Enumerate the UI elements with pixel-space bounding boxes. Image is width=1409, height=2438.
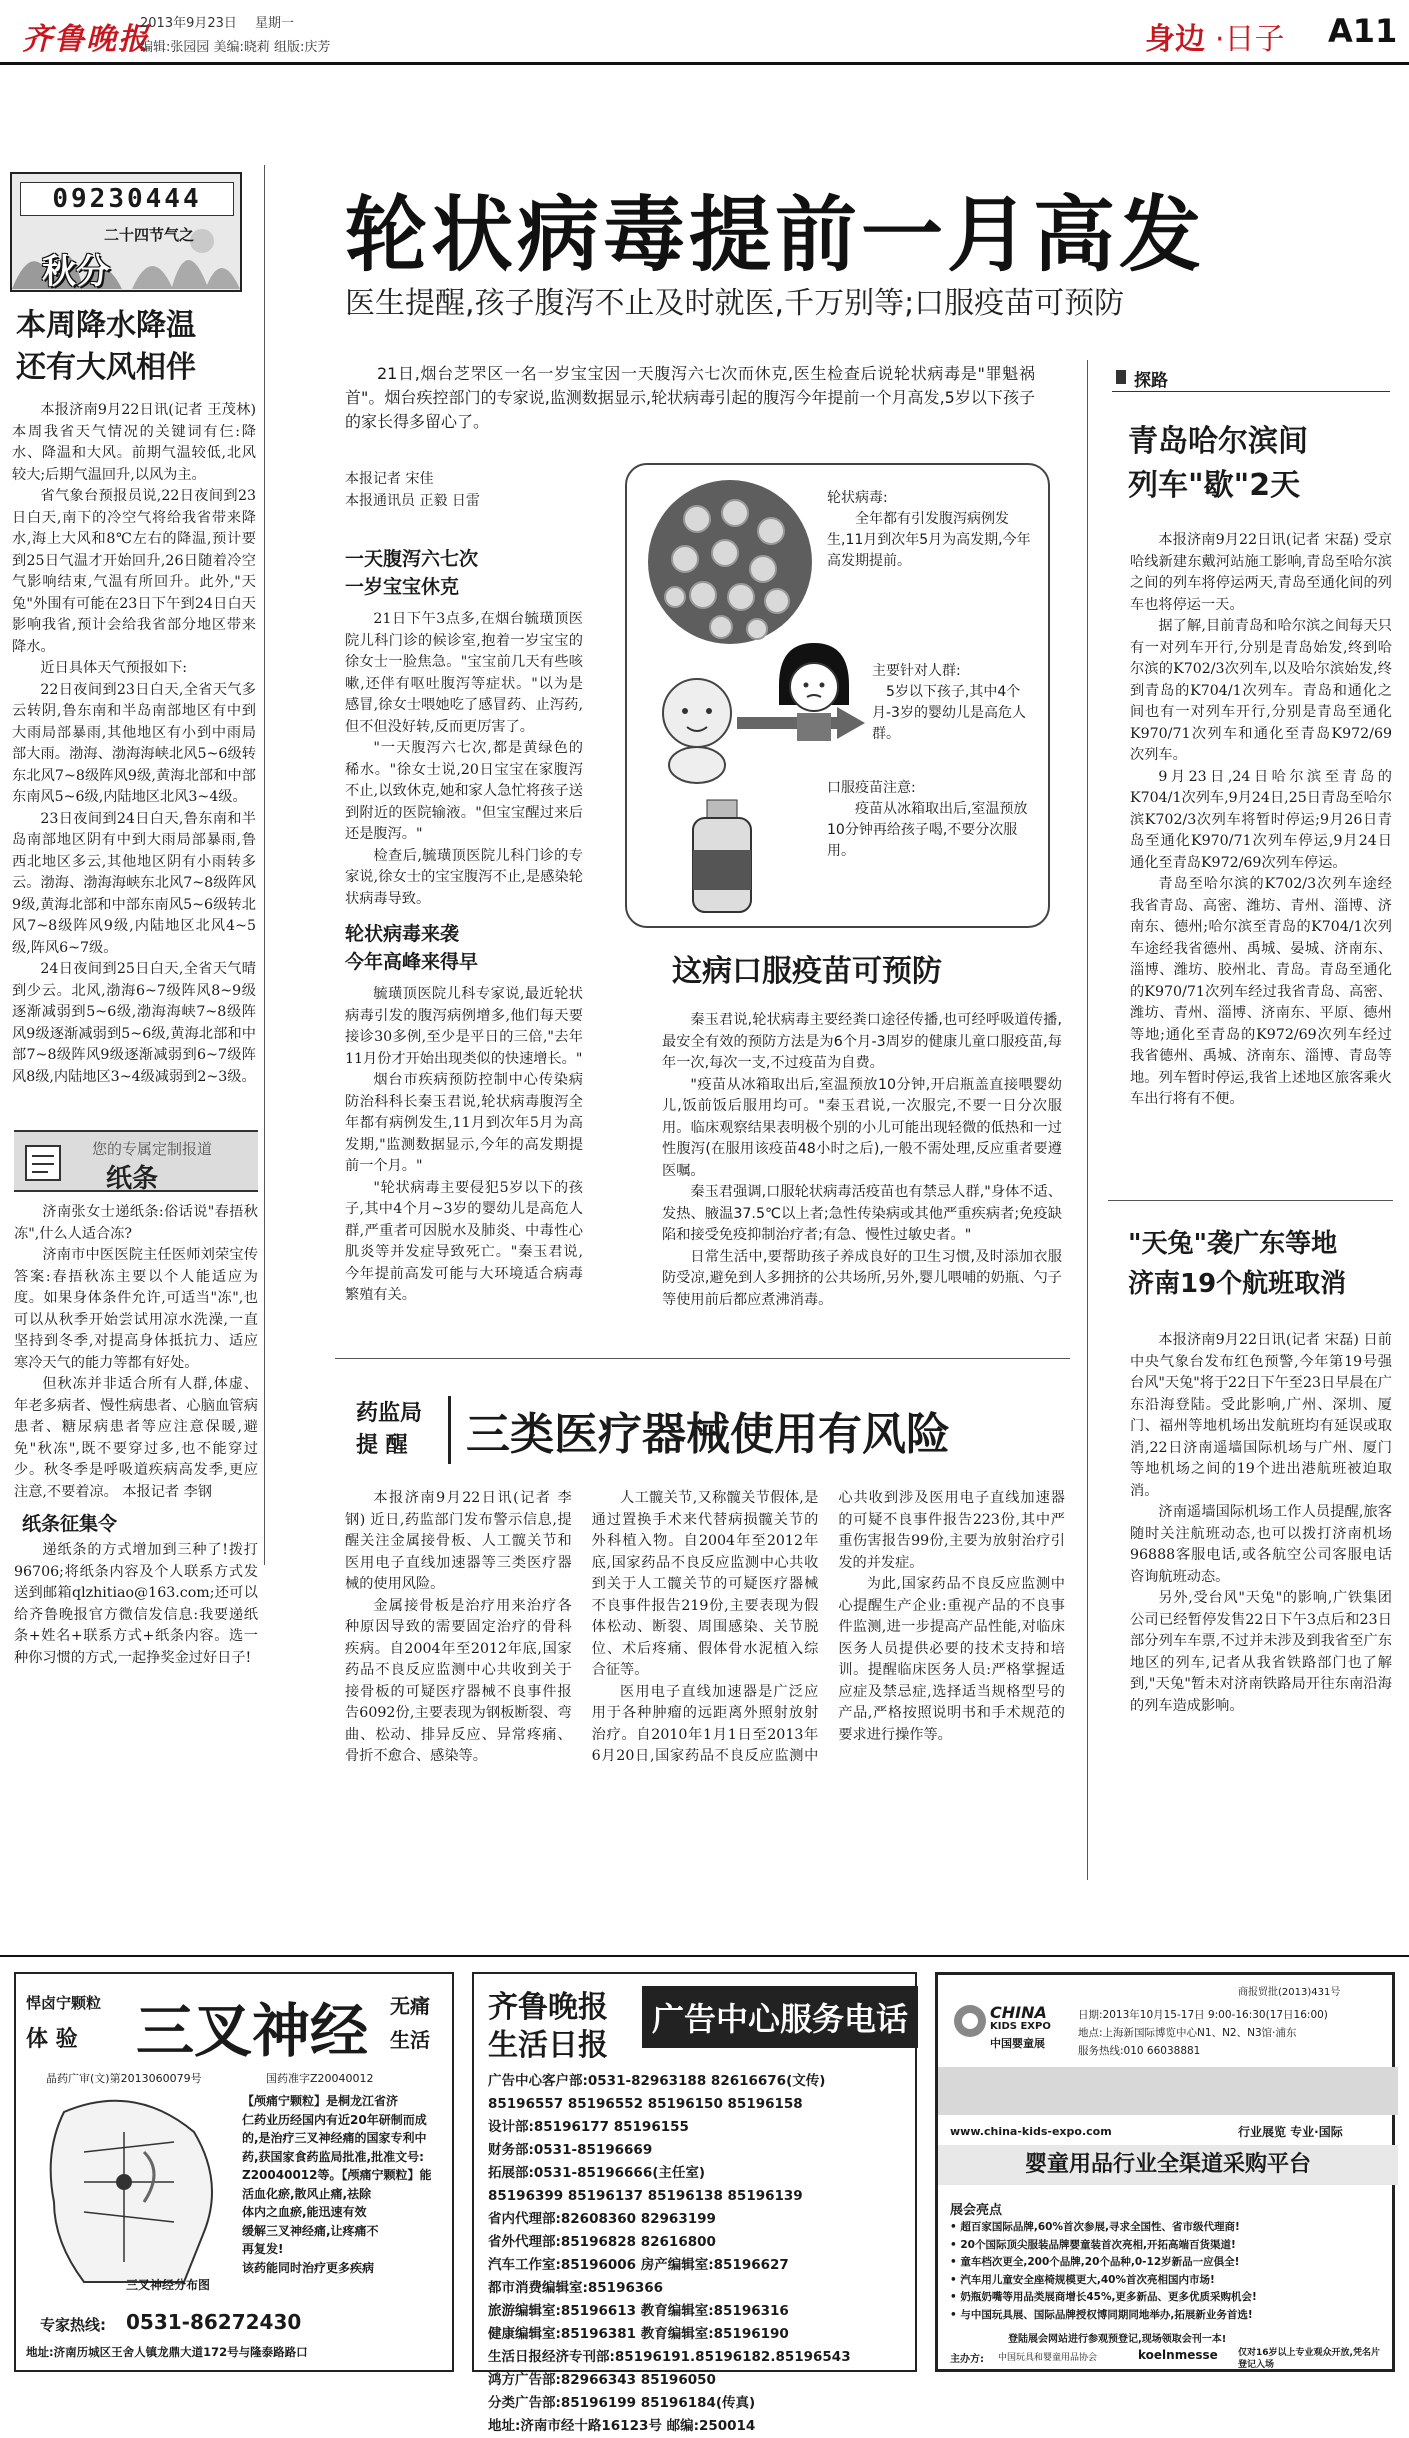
ad3-date: 日期:2013年10月15-17日 9:00-16:30(17日16:00) xyxy=(1078,2009,1328,2021)
paper-note-paragraph: 济南市中医医院主任医师刘荣宝传答案:春捂秋冻主要以个人能适应为度。如果身体条件允许,可适当"冻",也可以从秋季开始尝试用凉水洗澡,一直坚持到冬季,对提高身体抵抗力、适应寒冷天气的能力等都有好处。 xyxy=(14,1247,258,1371)
ad2-title-a: 齐鲁晚报 xyxy=(488,1990,608,2025)
drugs-paragraph: 人工髋关节,又称髋关节假体,是通过置换手术来代替病损髋关节的外科植入物。自2004年至2012年底,国家药品不良反应监测中心共收到关于人工髋关节的可疑医疗器械不良事件报告219份,主要表现为假体松动、断裂、周围感染、关节脱位、术后疼痛、假体骨水泥植入综合征等。 xyxy=(591,1490,819,1678)
typhoon-headline xyxy=(1128,1224,1398,1304)
ad3-logo xyxy=(950,2001,1070,2065)
ad2-title-b: 生活日报 xyxy=(488,2028,608,2063)
sec3-paragraph: 秦玉君说,轮状病毒主要经粪口途径传播,也可经呼吸道传播,最安全有效的预防方法是为6个月-3周岁的健康儿童口服疫苗,每年一次,每次一支,不过疫苗为自费。 xyxy=(662,1012,1062,1071)
train-tag: 探路 xyxy=(1134,371,1168,391)
drugs-kicker-line2: 提 醒 xyxy=(356,1433,408,1458)
ad-service-phones xyxy=(472,1972,917,2434)
solar-term-name: 秋分 xyxy=(42,252,110,292)
weather-body xyxy=(12,400,256,1088)
typhoon-headline-line2: 济南19个航班取消 xyxy=(1128,1269,1347,1299)
infographic xyxy=(625,463,1050,928)
drugs-paragraph: 为此,国家药品不良反应监测中心提醒生产企业:重视产品的不良事件监测,进一步提高产品性能,对临床医务人员提供必要的技术支持和培训。提醒临床医务人员:严格掌握适应症及禁忌症,选择适当规格型号的产品,严格按照说明书和手术规范的要求进行操作等。 xyxy=(838,1576,1065,1743)
ad1-big-title: 三叉神经 xyxy=(136,1997,369,2065)
train-paragraph: 青岛至哈尔滨的K702/3次列车途经我省青岛、高密、潍坊、青州、淄博、济南东、德州;哈尔滨至青岛的K704/1次列车途经我省德州、禹城、晏城、济南东、淄博、潍坊、胶州北、青岛。青岛至通化的K970/71次列车经过我省青岛、高密、潍坊、青州、淄博、济南东、平原、德州等地;通化至青岛的K972/69次列车经过我省德州、禹城、济南东、淄博、青岛等地。列车暂时停运,我省上述地区旅客乘火车出行将有不便。 xyxy=(1130,876,1392,1107)
ad2-line: 地址:济南市经十路16123号 邮编:250014 xyxy=(488,2418,756,2434)
ad3-highlight: • 奶瓶奶嘴等用品类展商增长45%,更多新品、更多优质采购机会! xyxy=(950,2291,1257,2303)
ad1-license2: 国药准字Z20040012 xyxy=(266,2072,374,2085)
ad3-tagline: 行业展览 专业·国际 xyxy=(1238,2125,1343,2139)
paper-note-call-text: 递纸条的方式增加到三种了!拨打96706;将纸条内容及个人联系方式发送到邮箱qlzhitiao@163.com;还可以给齐鲁晚报官方微信发信息:我要递纸条+姓名+联系方式+纸条内容。选一种你习惯的方式,一起挣奖金过好日子! xyxy=(14,1542,258,1666)
train-body xyxy=(1130,530,1392,1111)
drugs-paragraph: 本报济南9月22日讯(记者 李钢) 近日,药监部门发布警示信息,提醒关注金属接骨板、人工髋关节和医用电子直线加速器等三类医疗器械的使用风险。 xyxy=(345,1490,572,1592)
ad1-text-line: 活血化瘀,散风止痛,祛除 xyxy=(242,2186,372,2201)
ad3-image-band xyxy=(938,2067,1398,2115)
train-headline xyxy=(1128,420,1388,508)
sec1-title-line1: 一天腹泻六七次 xyxy=(345,548,479,570)
vaccine-bottle-illustration xyxy=(687,800,757,915)
expo-logo-icon xyxy=(950,2001,990,2041)
paper-note-body xyxy=(14,1202,258,1669)
ad1-text-line: 体内之血瘀,能迅速有效 xyxy=(242,2205,367,2219)
sec3-paragraph: 日常生活中,要帮助孩子养成良好的卫生习惯,及时添加衣服防受凉,避免到人多拥挤的公共场所,另外,婴儿喂哺的奶瓶、勺子等使用前后都应煮沸消毒。 xyxy=(662,1248,1062,1308)
drugs-headline: 三类医疗器械使用有风险 xyxy=(466,1409,950,1460)
ad3-logo-cn: 中国婴童展 xyxy=(990,2037,1045,2050)
ad3-highlight: • 与中国玩具展、国际品牌授权博同期同地举办,拓展新业务首选! xyxy=(950,2308,1253,2321)
sec2-title-line2: 今年高峰来得早 xyxy=(345,951,479,973)
ad3-highlight: • 20个国际顶尖服装品牌婴童装首次亮相,开拓高端百货渠道! xyxy=(950,2238,1236,2251)
ad1-hotline: 0531-86272430 xyxy=(126,2310,302,2334)
ad2-lines xyxy=(488,2070,912,2438)
train-headline-line2: 列车"歇"2天 xyxy=(1128,468,1301,503)
main-byline-reporter: 本报记者 宋佳 xyxy=(345,471,434,487)
solar-term-code: 09230444 xyxy=(20,182,234,216)
ad1-verb: 体 验 xyxy=(26,2027,78,2052)
paper-note-banner xyxy=(14,1130,258,1192)
sec1-paragraph: "一天腹泻六七次,都是黄绿色的稀水。"徐女士说,20日宝宝在家腹泻不止,以致休克,她和家人急忙将孩子送到附近的医院输液。"但宝宝醒过来后还是腹泻。" xyxy=(345,740,583,842)
ad1-text-line: 缓解三叉神经痛,让疼痛不 xyxy=(242,2223,379,2238)
ad3-phone: 服务热线:010 66038881 xyxy=(1078,2045,1201,2057)
solar-term-subtitle: 二十四节气之 xyxy=(104,226,195,244)
ad1-address: 地址:济南历城区王舍人镇龙鼎大道172号与隆泰路路口 xyxy=(26,2345,308,2359)
drugs-paragraph: 金属接骨板是治疗用来治疗各种原因导致的需要固定治疗的骨科疾病。自2004年至2012年底,国家药品不良反应监测中心共收到关于接骨板的可疑医疗器械不良事件报告6092份,主要表现为钢板断裂、弯曲、松动、排异反应、异常疼痛、骨折不愈合、感染等。 xyxy=(345,1597,572,1764)
ad2-line: 设计部:85196177 85196155 xyxy=(488,2119,689,2135)
ad3-url: www.china-kids-expo.com xyxy=(950,2125,1112,2138)
right-column-divider xyxy=(1087,360,1088,1880)
train-paragraph: 本报济南9月22日讯(记者 宋磊) 受京哈线新建东戴河站施工影响,青岛至哈尔滨之间的列车将停运两天,青岛至通化间的列车也将停运一天。 xyxy=(1130,532,1392,613)
typhoon-paragraph: 本报济南9月22日讯(记者 宋磊) 日前中央气象台发布红色预警,今年第19号强台风"天兔"将于22日下午至23日早晨在广东沿海登陆。受此影响,广州、深圳、厦门、福州等地机场出发航班均有延误或取消,22日济南遥墙国际机场与广州、厦门等地机场之间的19个进出港航班被迫取消。 xyxy=(1130,1332,1392,1499)
weather-paragraph: 24日夜间到25日白天,全省天气晴到少云。北风,渤海6~7级阵风8~9级逐渐减弱到5~6级,渤海海峡7~8级阵风9级逐渐减弱到5~6级,黄海北部和中部7~8级阵风9级逐渐减弱到6~7级阵风8级,内陆地区3~4级减弱到2~3级。 xyxy=(12,961,256,1085)
main-lead: 21日,烟台芝罘区一名一岁宝宝因一天腹泻六七次而休克,医生检查后说轮状病毒是"罪魁祸首"。烟台疾控部门的专家说,监测数据显示,轮状病毒引起的腹泻今年提前一个月高发,5岁以下孩子的家长得多留心了。 xyxy=(345,364,1035,431)
masthead-rule xyxy=(0,62,1409,65)
paper-note-paragraph: 济南张女士递纸条:俗话说"春捂秋冻",什么人适合冻? xyxy=(14,1204,258,1242)
main-subheadline: 医生提醒,孩子腹泻不止及时就医,千万别等;口服疫苗可预防 xyxy=(345,286,1125,321)
ad1-side1: 无痛 xyxy=(390,1994,430,2018)
ad2-line: 省内代理部:82608360 82963199 xyxy=(488,2211,716,2227)
section-name: 身边 xyxy=(1145,22,1205,57)
main-column-b xyxy=(662,1010,1062,1311)
drugs-kicker-line1: 药监局 xyxy=(356,1401,423,1426)
ad2-line: 鸿方广告部:82966343 85196050 xyxy=(488,2372,716,2388)
ad3-headline: 婴童用品行业全渠道采购平台 xyxy=(938,2145,1398,2185)
typhoon-headline-line1: "天兔"袭广东等地 xyxy=(1128,1229,1338,1259)
info-text-vaccine: 疫苗从冰箱取出后,室温预放10分钟再给孩子喝,不要分次服用。 xyxy=(827,801,1028,859)
ad2-title-c: 广告中心服务电话 xyxy=(642,1986,918,2048)
sec3-title: 这病口服疫苗可预防 xyxy=(672,954,942,989)
ad2-line: 旅游编辑室:85196613 教育编辑室:85196316 xyxy=(488,2303,789,2319)
typhoon-paragraph: 济南遥墙国际机场工作人员提醒,旅客随时关注航班动态,也可以拨打济南机场96888客服电话,或各航空公司客服电话咨询航班动态。 xyxy=(1130,1504,1392,1585)
ad2-line: 都市消费编辑室:85196366 xyxy=(488,2280,664,2296)
train-headline-line1: 青岛哈尔滨间 xyxy=(1128,424,1308,459)
sec3-paragraph: 秦玉君强调,口服轮状病毒活疫苗也有禁忌人群,"身体不适、发热、腋温37.5℃以上者;急性传染病或其他严重疾病者;免疫缺陷和接受免疫抑制治疗者;有急、慢性过敏史者。" xyxy=(662,1184,1062,1243)
main-byline xyxy=(345,468,480,512)
ad1-text-line: 的,是治疗三叉神经痛的国家专利中 xyxy=(242,2131,427,2145)
sec3-paragraph: "疫苗从冰箱取出后,室温预放10分钟,开启瓶盖直接喂婴幼儿,饭前饭后服用均可。"秦玉君说,一次服完,不要一日分次服用。临床观察结果表明极个别的小儿可能出现轻微的低热和一过性腹泻(在服用该疫苗48小时之后),一般不需处理,反应重者要遵医嘱。 xyxy=(662,1076,1062,1179)
masthead-weekday: 星期一 xyxy=(255,16,295,31)
weather-paragraph: 省气象台预报员说,22日夜间到23日白天,南下的冷空气将给我省带来降水,海上大风和8℃左右的降温,预计要到25日气温才开始回升,26日随着冷空气影响结束,气温有所回升。此外,"天兔"外围有可能在23日下午到24日白天影响我省,预计会给我省部分地区带来降水。 xyxy=(12,488,256,655)
ad2-line: 85196557 85196552 85196150 85196158 xyxy=(488,2096,803,2112)
typhoon-body xyxy=(1130,1330,1392,1717)
weather-headline-line1: 本周降水降温 xyxy=(16,308,196,343)
weather-paragraph: 22日夜间到23日白天,全省天气多云转阴,鲁东南和半岛南部地区有中到大雨局部暴雨,其他地区有小到中雨局部大雨。渤海、渤海海峡北风5~6级转东北风7~8级阵风9级,黄海北部和中部东南风5~6级,内陆地区北风3~4级。 xyxy=(12,681,256,805)
ad2-line: 生活日报经济专刊部:85196191.85196182.85196543 xyxy=(488,2349,851,2365)
typhoon-paragraph: 另外,受台风"天兔"的影响,广铁集团公司已经暂停发售22日下午3点后和23日部分列车车票,不过并未涉及到我省至广东地区的列车,记者从我省铁路部门也了解到,"天兔"暂未对济南铁路局开往东南沿海的列车造成影响。 xyxy=(1130,1590,1392,1714)
ad1-text xyxy=(242,2092,448,2277)
main-column-a xyxy=(345,545,583,1307)
weather-paragraph: 近日具体天气预报如下: xyxy=(40,660,188,676)
ad2-line: 汽车工作室:85196006 房产编辑室:85196627 xyxy=(488,2257,789,2273)
main-drug-divider xyxy=(335,1358,1070,1359)
ad2-line: 分类广告部:85196199 85196184(传真) xyxy=(488,2395,756,2411)
ad1-hotline-label: 专家热线: xyxy=(40,2316,106,2334)
pencil-icon xyxy=(20,1140,70,1186)
sec2-paragraph: "轮状病毒主要侵犯5岁以下的孩子,其中4个月~3岁的婴幼儿是高危人群,严重者可因脱水及肺炎、中毒性心肌炎等并发症导致死亡。"秦玉君说,今年提前高发可能与大环境适合病毒繁殖有关。 xyxy=(345,1179,583,1303)
sec1-paragraph: 检查后,毓璜顶医院儿科门诊的专家说,徐女士的宝宝腹泻不止,是感染轮状病毒导致。 xyxy=(345,847,583,907)
ad1-license1: 晶药广审(文)第2013060079号 xyxy=(46,2072,202,2085)
ad1-text-line: Z20040012等。【颅痛宁颗粒】能 xyxy=(242,2168,432,2182)
drugs-paragraph: 医用电子直线加速器是广泛应用于各种肿瘤的远距离外照射放射治疗。自2010年1月1日至2013年6月20日,国家药品不良反应监测中心共收到涉及医用电子直线加速器的可疑不良事件报告223份,其中严重伤害报告99份,主要为放射治疗引发的并发症。 xyxy=(591,1490,1065,1764)
ad3-highlights-title: 展会亮点 xyxy=(950,2203,1003,2218)
info-text-virus: 全年都有引发腹泻病例发生,11月到次年5月为高发期,今年高发期提前。 xyxy=(827,511,1031,569)
ad1-text-line: 再复发! xyxy=(242,2242,284,2256)
left-column-divider xyxy=(264,165,265,1565)
ad1-top-left: 悍卤宁颗粒 xyxy=(26,1994,102,2012)
ad-trigeminal xyxy=(14,1972,454,2372)
weather-paragraph: 本报济南9月22日讯(记者 王茂林) 本周我省天气情况的关键词有仨:降水、降温和大风。前期气温较低,北风较大;后期气温回升,以风为主。 xyxy=(12,402,256,483)
train-tag-box xyxy=(1112,362,1390,392)
ads-top-rule xyxy=(0,1955,1409,1957)
main-byline-correspondent: 本报通讯员 正毅 日雷 xyxy=(345,493,480,509)
ad3-organizers-label: 主办方: xyxy=(950,2354,984,2365)
ad2-line: 拓展部:0531-85196666(主任室) xyxy=(488,2165,706,2181)
ad3-highlights xyxy=(950,2219,1390,2324)
paper-note-call-title: 纸条征集令 xyxy=(22,1513,118,1535)
weather-headline-line2: 还有大风相伴 xyxy=(16,350,196,385)
drugs-kicker-divider xyxy=(448,1396,451,1464)
ad1-text-line: 药,获国家食药监局批准,批准文号: xyxy=(242,2149,424,2164)
train-paragraph: 9月23日,24日哈尔滨至青岛的K704/1次列车,9月24日,25日青岛至哈尔滨K702/3次列车将暂时停运;9月26日青岛至通化K970/71次列车停运,9月24日通化至青岛K972/69次列车停运。 xyxy=(1130,768,1392,871)
ad3-venue: 地点:上海新国际博览中心N1、N2、N3馆·浦东 xyxy=(1078,2027,1297,2039)
ad3-org2: koelnmesse xyxy=(1138,2348,1218,2362)
sec2-title-line1: 轮状病毒来袭 xyxy=(345,923,460,945)
ad3-highlight: • 汽车用儿童安全座椅规模更大,40%首次亮相国内市场! xyxy=(950,2273,1215,2286)
sec1-title-line2: 一岁宝宝休克 xyxy=(345,576,460,598)
sec1-paragraph: 21日下午3点多,在烟台毓璜顶医院儿科门诊的候诊室,抱着一岁宝宝的徐女士一脸焦急。"宝宝前几天有些咳嗽,还伴有呕吐腹泻等症状。"以为是感冒,徐女士喂她吃了感冒药、止泻药,但不但没好转,反而更厉害了。 xyxy=(345,611,583,735)
ad2-line: 85196399 85196137 85196138 85196139 xyxy=(488,2188,803,2204)
ad3-highlight: • 超百家国际品牌,60%首次参展,寻求全国性、省市级代理商! xyxy=(950,2221,1240,2233)
train-tag-mark xyxy=(1116,370,1126,384)
weather-paragraph: 23日夜间到24日白天,鲁东南和半岛南部地区阴有中到大雨局部暴雨,鲁西北地区多云,其他地区阴有小雨转多云。渤海、渤海海峡东北风7~8级阵风9级,黄海北部和中部东南风5~6级转北风7~8级阵风9级,内陆地区北风4~5级,阵风6~7级。 xyxy=(12,810,256,956)
section-subname: ·日子 xyxy=(1215,22,1285,57)
ad3-highlight: • 童车档次更全,200个品牌,20个品种,0-12岁新品一应俱全! xyxy=(950,2256,1240,2268)
masthead-date: 2013年9月23日 xyxy=(140,16,237,31)
sec2-paragraph: 烟台市疾病预防控制中心传染病防治科科长秦玉君说,轮状病毒腹泻全年都有病例发生,11月到次年5月为高发期,"监测数据显示,今年的高发期提前一个月。" xyxy=(345,1072,583,1174)
ad-kids-expo xyxy=(935,1972,1395,2372)
sec2-paragraph: 毓璜顶医院儿科专家说,最近轮状病毒引发的腹泻病例增多,他们每天要接诊30多例,至少是平日的三倍,"去年11月份才开始出现类似的快速增长。" xyxy=(345,986,583,1067)
weather-headline xyxy=(16,305,246,389)
info-label-virus: 轮状病毒: xyxy=(827,490,888,506)
ad3-note: 仅对16岁以上专业观众开放,凭名片登记入场 xyxy=(1238,2348,1380,2370)
ad1-head-caption: 三叉神经分布图 xyxy=(126,2278,211,2292)
train-paragraph: 据了解,目前青岛和哈尔滨之间每天只有一对列车开行,分别是青岛始发,终到哈尔滨的K702/3次列车,以及哈尔滨始发,终到青岛的K704/1次列车。青岛和通化之间也有一对列车开行,分别是青岛至通化K970/71次列车和通化至青岛K972/69次列车。 xyxy=(1130,618,1392,763)
ad3-register: 登陆展会网站进行参观预登记,现场领取会刊一本! xyxy=(1008,2334,1227,2345)
drugs-body xyxy=(345,1488,1065,1873)
paper-note-paragraph: 但秋冻并非适合所有人群,体虚、年老多病者、慢性病患者、心脑血管病患者、糖尿病患者等应注意保暖,避免"秋冻",既不要穿过多,也不能穿过少。秋冬季是呼吸道疾病高发季,更应注意,不要着凉。 本报记者 李钢 xyxy=(14,1376,258,1500)
masthead xyxy=(0,0,1409,68)
ad1-text-line: 该药能同时治疗更多疾病 xyxy=(242,2260,375,2275)
page-number: A11 xyxy=(1328,12,1398,50)
paper-note-title: 纸条 xyxy=(106,1164,159,1194)
head-diagram xyxy=(24,2092,244,2292)
ad2-line: 健康编辑室:85196381 教育编辑室:85196190 xyxy=(488,2326,789,2342)
ad1-side2: 生活 xyxy=(390,2028,430,2052)
info-label-vaccine: 口服疫苗注意: xyxy=(827,780,916,796)
girl-illustration xyxy=(769,635,859,745)
ad2-line: 省外代理部:85196828 82616800 xyxy=(488,2234,716,2250)
ad2-line: 财务部:0531-85196669 xyxy=(488,2142,653,2158)
drugs-kicker xyxy=(356,1398,422,1462)
solar-term-box xyxy=(10,172,242,292)
info-label-group: 主要针对人群: xyxy=(872,663,961,679)
paper-note-banner-text: 您的专属定制报道 xyxy=(92,1140,213,1158)
ad3-logo-sub: KIDS EXPO xyxy=(990,2021,1051,2032)
virus-illustration xyxy=(645,477,815,647)
info-text-group: 5岁以下孩子,其中4个月-3岁的婴幼儿是高危人群。 xyxy=(872,684,1026,742)
ad3-org1: 中国玩具和婴童用品协会 xyxy=(998,2353,1098,2363)
train-typhoon-divider xyxy=(1108,1200,1393,1201)
ad3-license: 商报贸批(2013)431号 xyxy=(1238,1987,1341,1998)
ad3-logo-main: CHINA xyxy=(990,2003,1047,2022)
ad1-text-line: 【颅痛宁颗粒】是桐龙江省济 xyxy=(242,2094,399,2108)
main-headline: 轮状病毒提前一月高发 xyxy=(345,188,1206,283)
masthead-logo: 齐鲁晚报 xyxy=(22,22,150,57)
masthead-staff: 编辑:张园园 美编:晓莉 组版:庆芳 xyxy=(140,40,331,55)
ad2-line: 广告中心客户部:0531-82963188 82616676(文传) xyxy=(488,2073,826,2089)
ad1-text-line: 仁药业历经国内有近20年研制而成 xyxy=(242,2112,427,2127)
